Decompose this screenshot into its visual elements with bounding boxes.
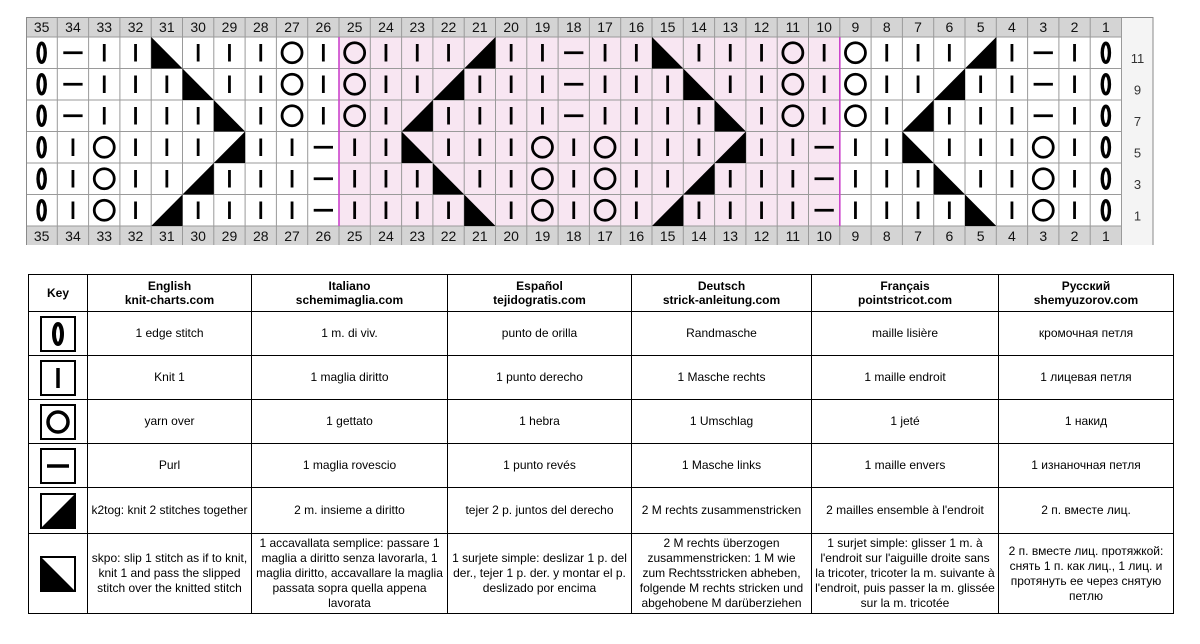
column-number: 6 — [945, 228, 954, 244]
key-francais: 1 surjet simple: glisser 1 m. à l'endroit sur l'aiguille droite sans la tricoter, tricoter la m. suivante à l'endroit, puis passer la m. glissée sur la m. tricotée — [812, 534, 999, 614]
row-number: 11 — [1130, 50, 1145, 66]
column-number: 11 — [785, 228, 801, 244]
column-number: 28 — [252, 228, 269, 244]
key-row-yarn-over — [29, 400, 1174, 444]
column-number: 24 — [378, 228, 394, 244]
column-number: 11 — [785, 19, 801, 35]
yarn-over-symbol — [94, 169, 114, 189]
column-number: 19 — [534, 19, 551, 35]
key-english: k2tog: knit 2 stitches together — [88, 488, 252, 534]
edge-stitch-symbol — [1102, 201, 1109, 220]
column-number: 32 — [127, 228, 144, 244]
key-deutsch: 1 Masche links — [632, 444, 812, 488]
column-number: 14 — [691, 19, 707, 35]
column-number: 27 — [284, 19, 300, 35]
column-number: 15 — [659, 228, 676, 244]
key-symbol-cell — [29, 534, 88, 614]
row-number: 3 — [1133, 176, 1142, 192]
yarn-over-symbol — [845, 106, 865, 126]
column-number: 20 — [503, 19, 519, 35]
edge-stitch-symbol — [1102, 106, 1109, 125]
key-row-edge-stitch — [29, 312, 1174, 356]
column-number: 9 — [851, 19, 860, 35]
column-number: 33 — [96, 19, 113, 35]
skpo-symbol — [902, 132, 933, 164]
key-italiano: 1 maglia rovescio — [252, 444, 448, 488]
column-number: 22 — [440, 228, 457, 244]
column-number: 18 — [565, 228, 582, 244]
key-header-row — [29, 275, 1174, 312]
chart-grid — [26, 17, 1162, 245]
key-francais: 1 jeté — [812, 400, 999, 444]
header-espanol: Español tejidogratis.com — [448, 275, 632, 312]
key-russkiy: 2 п. вместе лиц. — [999, 488, 1174, 534]
column-number: 34 — [65, 19, 81, 35]
edge-stitch-symbol — [38, 169, 45, 188]
column-number: 5 — [976, 19, 985, 35]
column-number: 26 — [315, 228, 332, 244]
column-number: 1 — [1101, 228, 1110, 244]
key-francais: 1 maille endroit — [812, 356, 999, 400]
column-number: 7 — [914, 228, 922, 244]
yarn-over-symbol — [282, 43, 302, 63]
key-russkiy: 1 накид — [999, 400, 1174, 444]
column-number: 3 — [1039, 19, 1048, 35]
column-number: 23 — [409, 228, 426, 244]
skpo-icon — [40, 556, 76, 592]
column-number: 13 — [722, 19, 739, 35]
column-number: 29 — [221, 19, 238, 35]
column-number: 22 — [440, 19, 457, 35]
column-number: 30 — [190, 228, 206, 244]
key-row-skpo — [29, 534, 1174, 614]
key-italiano: 1 maglia diritto — [252, 356, 448, 400]
key-row-knit — [29, 356, 1174, 400]
k2tog-symbol — [934, 69, 965, 101]
key-italiano: 1 gettato — [252, 400, 448, 444]
k2tog-symbol — [151, 195, 182, 227]
skpo-symbol — [965, 195, 996, 227]
column-number: 23 — [409, 19, 426, 35]
yarn-over-icon — [40, 404, 76, 440]
key-espanol: tejer 2 p. juntos del derecho — [448, 488, 632, 534]
header-key: Key — [29, 275, 88, 312]
key-deutsch: 2 M rechts überzogen zusammenstricken: 1 M wie zum Rechtsstricken abheben, folgende M rechts stricken und abgehobene M darüberziehen — [632, 534, 812, 614]
yarn-over-symbol — [1033, 169, 1053, 189]
edge-stitch-symbol — [38, 43, 45, 62]
knitting-chart — [26, 17, 1162, 245]
column-number: 34 — [65, 228, 81, 244]
yarn-over-symbol — [282, 106, 302, 126]
knit-icon — [40, 360, 76, 396]
purl-icon — [40, 448, 76, 484]
key-espanol: 1 hebra — [448, 400, 632, 444]
column-number: 17 — [597, 228, 613, 244]
key-espanol: 1 surjete simple: deslizar 1 p. del der., tejer 1 p. der. y montar el p. deslizado por encima — [448, 534, 632, 614]
header-italiano: Italiano schemimaglia.com — [252, 275, 448, 312]
yarn-over-symbol — [845, 74, 865, 94]
edge-stitch-symbol — [1102, 138, 1109, 157]
header-english: English knit-charts.com — [88, 275, 252, 312]
column-number: 19 — [534, 228, 551, 244]
yarn-over-symbol — [94, 200, 114, 220]
header-deutsch: Deutsch strick-anleitung.com — [632, 275, 812, 312]
column-number: 12 — [753, 19, 770, 35]
yarn-over-symbol — [845, 43, 865, 63]
key-english: 1 edge stitch — [88, 312, 252, 356]
column-number: 26 — [315, 19, 332, 35]
key-deutsch: 1 Masche rechts — [632, 356, 812, 400]
edge-stitch-symbol — [38, 138, 45, 157]
k2tog-symbol — [183, 163, 214, 195]
key-espanol: 1 punto revés — [448, 444, 632, 488]
column-number: 8 — [882, 19, 891, 35]
column-number: 10 — [816, 19, 832, 35]
column-number: 17 — [597, 19, 613, 35]
column-number: 14 — [691, 228, 707, 244]
edge-stitch-icon — [40, 316, 76, 352]
key-row-k2tog — [29, 488, 1174, 534]
column-number: 29 — [221, 228, 238, 244]
key-francais: 1 maille envers — [812, 444, 999, 488]
column-number: 9 — [851, 228, 860, 244]
key-symbol-cell — [29, 356, 88, 400]
column-number: 5 — [976, 228, 985, 244]
column-number: 35 — [33, 228, 50, 244]
edge-stitch-symbol — [38, 106, 45, 125]
header-russkiy: Русский shemyuzorov.com — [999, 275, 1174, 312]
key-russkiy: 2 п. вместе лиц. протяжкой: снять 1 п. как лиц., 1 лиц. и протянуть ее через снятую петлю — [999, 534, 1174, 614]
column-number: 8 — [882, 228, 891, 244]
k2tog-symbol — [214, 132, 245, 164]
column-number: 4 — [1008, 228, 1016, 244]
column-number: 33 — [96, 228, 113, 244]
column-number: 2 — [1070, 19, 1079, 35]
edge-stitch-symbol — [1102, 43, 1109, 62]
k2tog-icon — [40, 493, 76, 529]
skpo-symbol — [934, 163, 965, 195]
key-deutsch: Randmasche — [632, 312, 812, 356]
column-number: 31 — [159, 228, 175, 244]
row-number: 9 — [1133, 82, 1142, 98]
column-number: 27 — [284, 228, 300, 244]
column-number: 35 — [33, 19, 50, 35]
yarn-over-symbol — [1033, 137, 1053, 157]
column-number: 12 — [753, 228, 770, 244]
column-number: 18 — [565, 19, 582, 35]
column-number: 20 — [503, 228, 519, 244]
key-italiano: 2 m. insieme a diritto — [252, 488, 448, 534]
key-row-purl — [29, 444, 1174, 488]
column-number: 13 — [722, 228, 739, 244]
key-russkiy: кромочная петля — [999, 312, 1174, 356]
key-italiano: 1 m. di viv. — [252, 312, 448, 356]
k2tog-symbol — [965, 37, 996, 69]
column-number: 24 — [378, 19, 394, 35]
key-symbol-cell — [29, 444, 88, 488]
column-number: 3 — [1039, 228, 1048, 244]
key-francais: 2 mailles ensemble à l'endroit — [812, 488, 999, 534]
symbol-key-table — [28, 274, 1174, 614]
skpo-symbol — [151, 37, 182, 69]
key-deutsch: 1 Umschlag — [632, 400, 812, 444]
column-number: 25 — [346, 228, 363, 244]
key-symbol-cell — [29, 312, 88, 356]
row-number: 5 — [1133, 145, 1142, 161]
key-francais: maille lisière — [812, 312, 999, 356]
key-english: Purl — [88, 444, 252, 488]
column-number: 1 — [1101, 19, 1110, 35]
column-number: 31 — [159, 19, 175, 35]
column-number: 10 — [816, 228, 832, 244]
key-english: yarn over — [88, 400, 252, 444]
column-number: 2 — [1070, 228, 1079, 244]
k2tog-symbol — [902, 100, 933, 132]
column-number: 4 — [1008, 19, 1016, 35]
column-number: 21 — [472, 19, 488, 35]
column-number: 6 — [945, 19, 954, 35]
column-number: 25 — [346, 19, 363, 35]
key-symbol-cell — [29, 400, 88, 444]
yarn-over-symbol — [282, 74, 302, 94]
key-russkiy: 1 лицевая петля — [999, 356, 1174, 400]
key-espanol: 1 punto derecho — [448, 356, 632, 400]
column-number: 16 — [628, 228, 645, 244]
key-symbol-cell — [29, 488, 88, 534]
row-number: 1 — [1133, 208, 1142, 224]
key-deutsch: 2 M rechts zusammenstricken — [632, 488, 812, 534]
row-number: 7 — [1133, 113, 1142, 129]
edge-stitch-symbol — [1102, 75, 1109, 94]
skpo-symbol — [183, 69, 214, 101]
edge-stitch-symbol — [38, 75, 45, 94]
column-number: 7 — [914, 19, 922, 35]
edge-stitch-symbol — [1102, 169, 1109, 188]
column-number: 30 — [190, 19, 206, 35]
key-italiano: 1 accavallata semplice: passare 1 maglia a diritto senza lavorarla, 1 maglia diritto, accavallare la maglia passata sopra quella appena lavorata — [252, 534, 448, 614]
skpo-symbol — [214, 100, 245, 132]
edge-stitch-symbol — [38, 201, 45, 220]
key-english: skpo: slip 1 stitch as if to knit, knit 1 and pass the slipped stitch over the knitted stitch — [88, 534, 252, 614]
column-number: 32 — [127, 19, 144, 35]
yarn-over-symbol — [94, 137, 114, 157]
yarn-over-symbol — [1033, 200, 1053, 220]
column-number: 15 — [659, 19, 676, 35]
column-number: 16 — [628, 19, 645, 35]
header-francais: Français pointstricot.com — [812, 275, 999, 312]
key-russkiy: 1 изнаночная петля — [999, 444, 1174, 488]
key-english: Knit 1 — [88, 356, 252, 400]
column-number: 28 — [252, 19, 269, 35]
key-espanol: punto de orilla — [448, 312, 632, 356]
column-number: 21 — [472, 228, 488, 244]
